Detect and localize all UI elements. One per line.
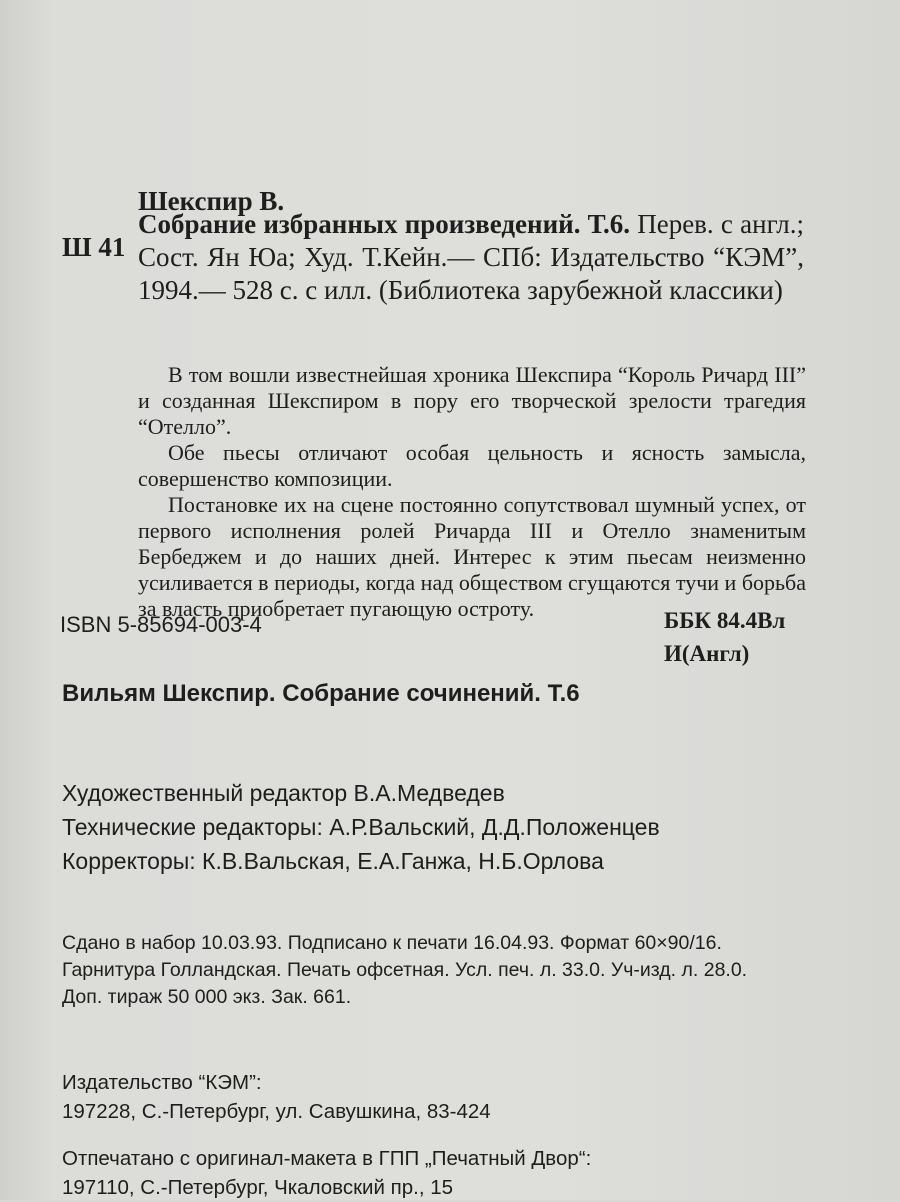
print-info-line: Гарнитура Голландская. Печать офсетная. Усл. печ. л. 33.0. Уч-изд. л. 28.0. — [62, 959, 748, 981]
book-title: Собрание избранных произведений. Т.6. — [138, 209, 630, 239]
printer-name: Отпечатано с оригинал-макета в ГПП „Печатный Двор“: — [62, 1147, 592, 1170]
bibliographic-description — [138, 208, 804, 307]
art-editor: Художественный редактор В.А.Медведев — [62, 780, 505, 806]
catalog-shifr: Ш 41 — [62, 232, 126, 262]
technical-editors: Технические редакторы: А.Р.Вальский, Д.Д.Положенцев — [62, 814, 660, 840]
bbk-index — [664, 604, 785, 670]
isbn: ISBN 5-85694-003-4 — [60, 612, 262, 637]
publisher-address: 197228, С.-Петербург, ул. Савушкина, 83-424 — [62, 1100, 491, 1123]
proofreaders: Корректоры: К.В.Вальская, Е.А.Ганжа, Н.Б.Орлова — [62, 848, 604, 874]
bbk-author-mark: И(Англ) — [664, 641, 750, 666]
credits — [62, 776, 660, 878]
biblio-details: Перев. с англ.; Сост. Ян Юа; Худ. Т.Кейн.— СПб: Издательство “КЭМ”, 1994.— 528 с. с илл. (Библиотека зарубежной классики) — [138, 209, 804, 305]
printer-info — [62, 1144, 591, 1202]
series-title: Вильям Шекспир. Собрание сочинений. Т.6 — [62, 680, 580, 707]
annotation-paragraph: В том вошли известнейшая хроника Шекспира “Король Ричард III” и созданная Шекспиром в пору его творческой зрелости трагедия “Отелло”. — [138, 362, 806, 439]
annotation-paragraph: Обе пьесы отличают особая цельность и ясность замысла, совершенство композиции. — [138, 440, 806, 491]
annotation — [138, 362, 806, 622]
printer-address: 197110, С.-Петербург, Чкаловский пр., 15 — [62, 1176, 454, 1199]
author-name: Шекспир В. — [138, 186, 285, 216]
bbk-code: ББК 84.4Вл — [664, 608, 786, 633]
print-info-line: Сдано в набор 10.03.93. Подписано к печати 16.04.93. Формат 60×90/16. — [62, 932, 722, 954]
publisher-name: Издательство “КЭМ”: — [62, 1071, 262, 1094]
annotation-paragraph: Постановке их на сцене постоянно сопутствовал шумный успех, от первого исполнения ролей Ричарда III и Отелло знаменитым Бербеджем и до наших дней. Интерес к этим пьесам неизменно усиливается в периоды, когда над обществом сгущаются тучи и борьба за власть приобретает пугающую остроту. — [138, 492, 807, 621]
print-info-line: Доп. тираж 50 000 экз. Зак. 661. — [62, 986, 352, 1008]
print-info — [62, 930, 747, 1011]
publisher-info — [62, 1068, 491, 1126]
